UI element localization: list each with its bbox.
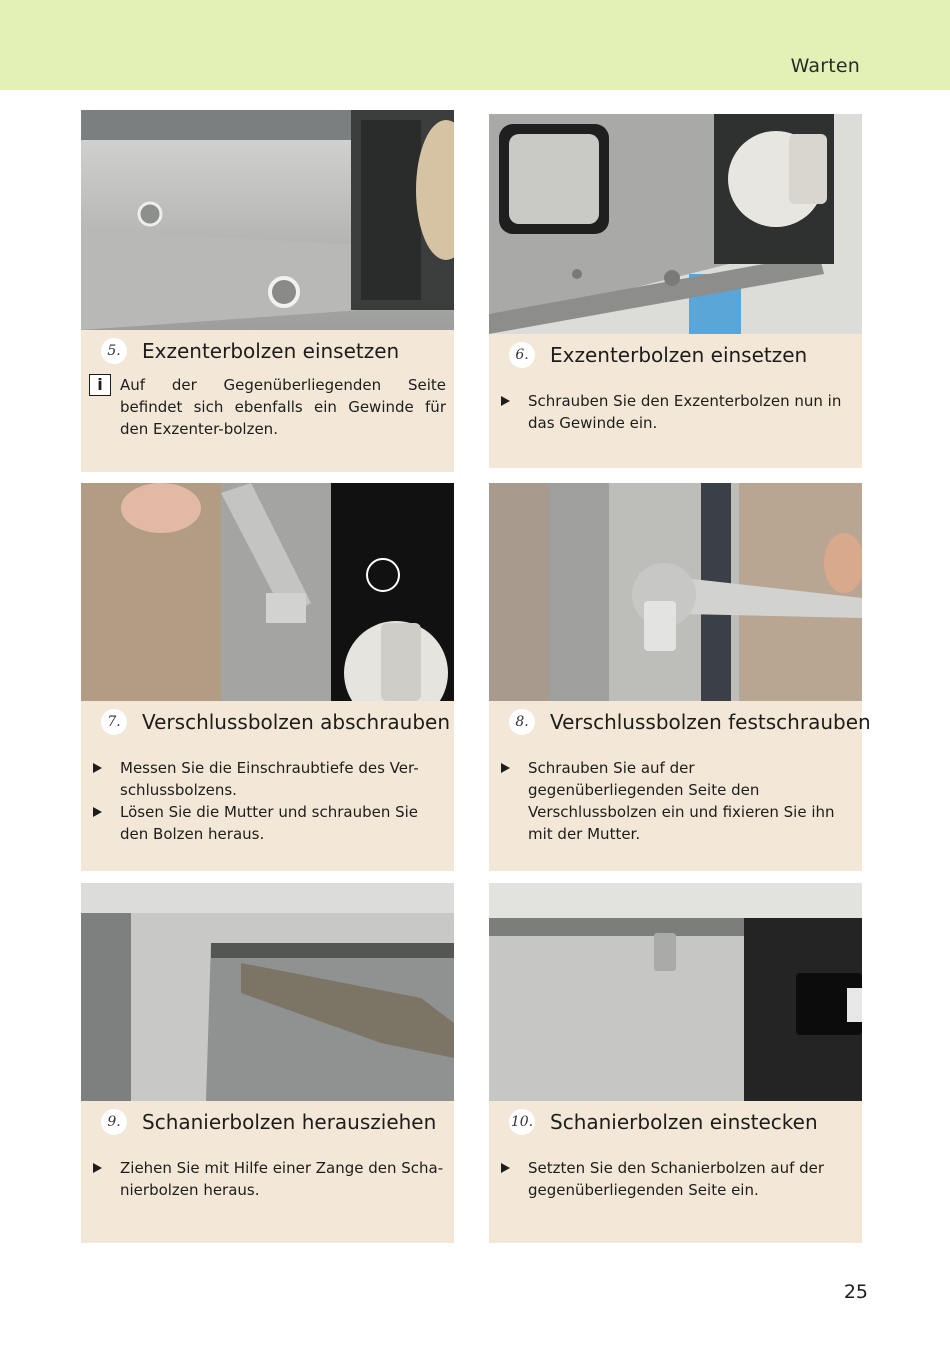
step-6-panel [489, 334, 862, 468]
step-title: Schanierbolzen herausziehen [142, 1110, 437, 1134]
step-6-instructions [501, 390, 852, 434]
step-8-photo [489, 483, 862, 701]
step-6-heading [509, 342, 807, 368]
step-10-heading [509, 1109, 818, 1135]
step-7-instructions [93, 757, 444, 845]
step-9-heading [101, 1109, 436, 1135]
bullet-arrow-icon [501, 1163, 510, 1173]
step-5-panel [81, 330, 454, 472]
step-title: Verschlussbolzen festschrauben [550, 710, 871, 734]
step-number-badge: 10. [509, 1109, 535, 1135]
step-10-panel [489, 1101, 862, 1243]
step-10-photo [489, 883, 862, 1101]
instruction-item: Ziehen Sie mit Hilfe einer Zange den Scha-nierbolzen heraus. [93, 1157, 444, 1201]
step-7-panel [81, 701, 454, 871]
step-5-photo [81, 110, 454, 330]
step-number-badge: 6. [509, 342, 535, 368]
step-10-instructions [501, 1157, 852, 1201]
bullet-arrow-icon [93, 763, 102, 773]
step-5-heading [101, 338, 399, 364]
step-title: Schanierbolzen einstecken [550, 1110, 818, 1134]
step-8-panel [489, 701, 871, 871]
page-header [0, 0, 950, 90]
step-9-instructions [93, 1157, 444, 1201]
step-number-badge: 5. [101, 338, 127, 364]
step-title: Verschlussbolzen abschrauben [142, 710, 451, 734]
step-number-badge: 9. [101, 1109, 127, 1135]
step-9-panel [81, 1101, 454, 1243]
bullet-arrow-icon [93, 1163, 102, 1173]
info-note [89, 374, 446, 440]
note-text: Auf der Gegenüberliegenden Seite befindet sich ebenfalls ein Gewinde für den Exzenter-bolzen. [120, 376, 446, 438]
step-title: Exzenterbolzen einsetzen [142, 339, 400, 363]
instruction-item: Messen Sie die Einschraubtiefe des Ver-schlussbolzens. [93, 757, 444, 801]
step-8-instructions [501, 757, 852, 845]
step-9-photo [81, 883, 454, 1101]
step-7-photo [81, 483, 454, 701]
step-number-badge: 8. [509, 709, 535, 735]
step-number-badge: 7. [101, 709, 127, 735]
bullet-arrow-icon [501, 396, 510, 406]
step-6-photo [489, 114, 862, 334]
info-icon: i [89, 374, 111, 396]
page-number: 25 [843, 1281, 868, 1303]
section-title: Warten [790, 55, 860, 77]
instruction-item: Schrauben Sie den Exzenterbolzen nun in das Gewinde ein. [501, 390, 852, 434]
instruction-item: Lösen Sie die Mutter und schrauben Sie den Bolzen heraus. [93, 801, 444, 845]
instruction-item: Setzten Sie den Schanierbolzen auf der gegenüberliegenden Seite ein. [501, 1157, 852, 1201]
step-8-heading [509, 709, 871, 735]
bullet-arrow-icon [93, 807, 102, 817]
instruction-item: Schrauben Sie auf der gegenüberliegenden Seite den Verschlussbolzen ein und fixieren Sie ihn mit der Mutter. [501, 757, 852, 845]
bullet-arrow-icon [501, 763, 510, 773]
step-title: Exzenterbolzen einsetzen [550, 343, 808, 367]
step-7-heading [101, 709, 450, 735]
